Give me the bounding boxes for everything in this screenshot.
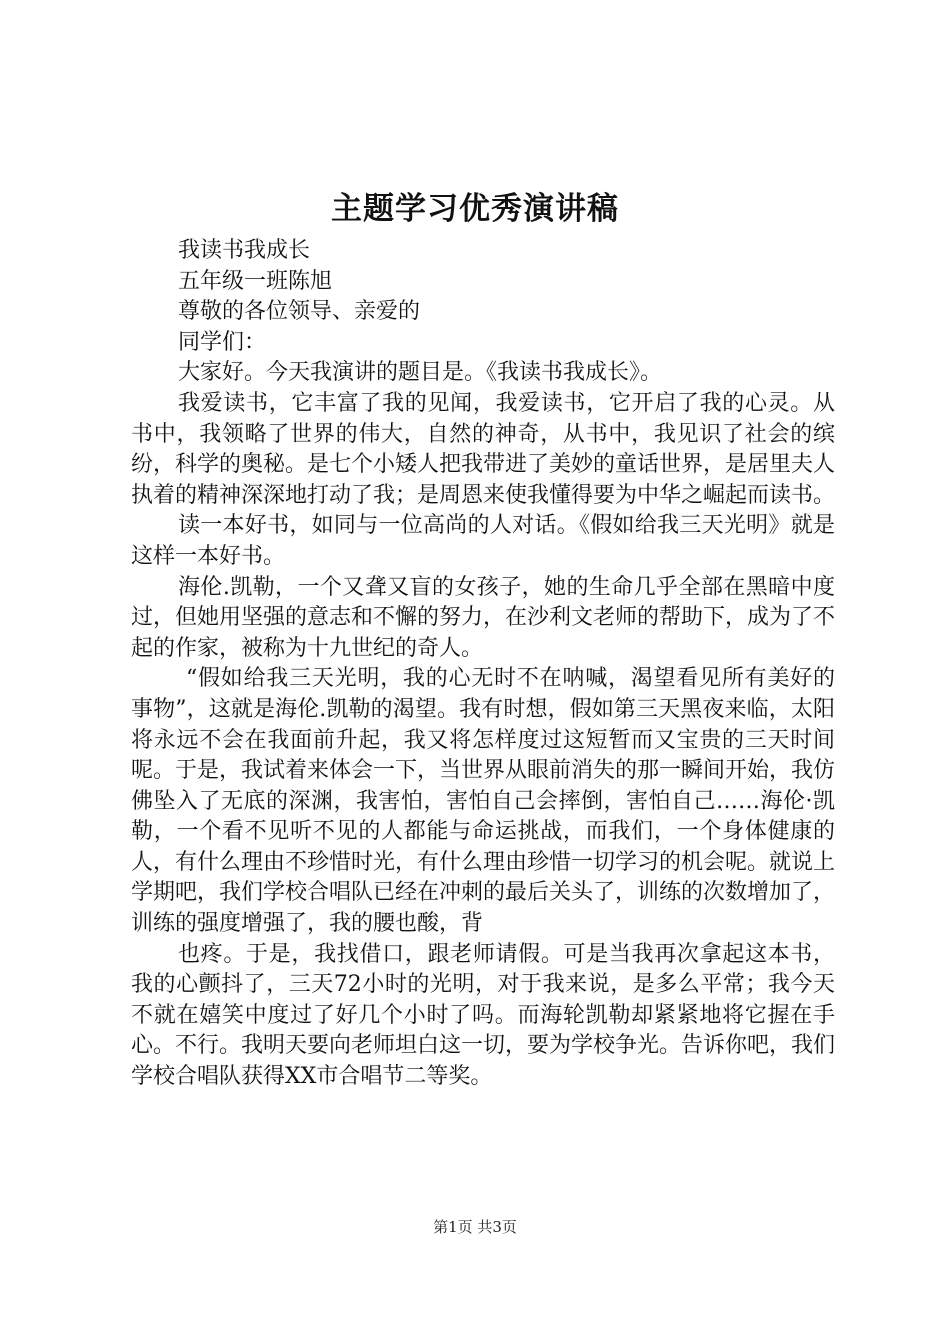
paragraph-intro: 大家好。今天我演讲的题目是。《我读书我成长》。 [178,360,663,386]
document-title: 主题学习优秀演讲稿 [331,191,619,227]
page-footer: 第1页 共3页 [433,1218,517,1236]
speaker-line: 五年级一班陈旭 [178,268,333,294]
paragraph-choir: 也疼。于是，我找借口，跟老师请假。可是当我再次拿起这本书，我的心颤抖了，三天72小时的光明，对于我来说，是多么平常；我今天不就在嬉笑中度过了好几个小时了吗。而海轮凯勒却紧紧地将它握在手心。不行。我明天要向老师坦白这一切，要为学校争光。告诉你吧，我们学校合唱队获得XX市合唱节二等奖。 [131,941,836,1090]
greeting-line: 尊敬的各位领导、亲爱的 [178,299,421,325]
paragraph-helen-keller: 海伦.凯勒，一个又聋又盲的女孩子，她的生命几乎全部在黑暗中度过，但她用坚强的意志和不懈的努力，在沙利文老师的帮助下，成为了不起的作家，被称为十九世纪的奇人。 [131,574,836,661]
speech-topic: 我读书我成长 [178,238,311,263]
paragraph-three-days: “假如给我三天光明，我的心无时不在呐喊，渴望看见所有美好的事物”，这就是海伦.凯勒的渴望。我有时想，假如第三天黑夜来临，太阳将永远不会在我面前升起，我又将怎样度过这短暂而又宝贵的三天时间呢。于是，我试着来体会一下，当世界从眼前消失的那一瞬间开始，我仿佛坠入了无底的深渊，我害怕，害怕自己会摔倒，害怕自己……海伦·凯勒，一个看不见听不见的人都能与命运挑战，而我们，一个身体健康的人，有什么理由不珍惜时光，有什么理由珍惜一切学习的机会呢。就说上学期吧，我们学校合唱队已经在冲刺的最后关头了，训练的次数增加了，训练的强度增强了，我的腰也酸，背 [131,666,836,937]
greeting-continuation: 同学们： [178,329,267,355]
paragraph-love-reading: 我爱读书，它丰富了我的见闻，我爱读书，它开启了我的心灵。从书中，我领略了世界的伟大，自然的神奇，从书中，我见识了社会的缤纷，科学的奥秘。是七个小矮人把我带进了美妙的童话世界，是居里夫人执着的精神深深地打动了我；是周恩来使我懂得要为中华之崛起而读书。 [131,390,836,508]
paragraph-good-book: 读一本好书，如同与一位高尚的人对话。《假如给我三天光明》就是这样一本好书。 [131,513,835,569]
document-body [131,236,835,1093]
